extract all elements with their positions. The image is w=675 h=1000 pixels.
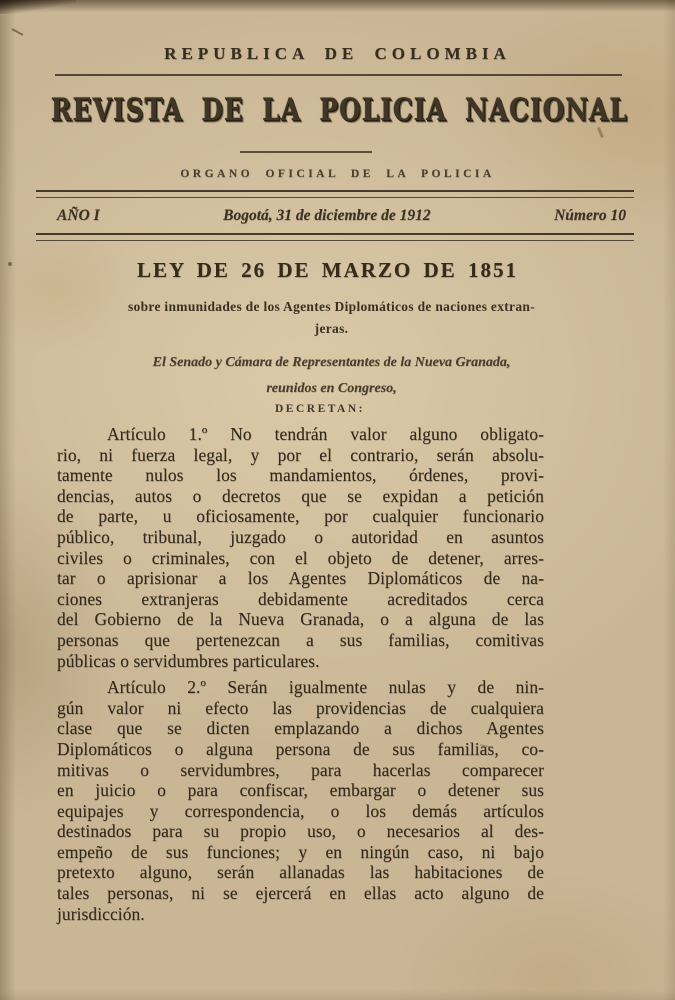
text-line: Diplomáticos o alguna persona de sus familias, co- [57, 738, 544, 759]
text-line: ciones extranjeras debidamente acreditados cerca [57, 588, 544, 609]
text-line: públicas o servidumbres particulares. [57, 650, 320, 671]
paper-speck [11, 28, 23, 36]
text-line: del Gobierno de la Nueva Granada, o a alguna de las [57, 609, 544, 630]
text-line: El Senado y Cámara de Representantes de la Nueva Granada, [152, 355, 511, 370]
text-line: de parte, u oficiosamente, por cualquier funcionario [57, 506, 544, 527]
text-line: dencias, autos o decretos que se expidan a petición [57, 485, 544, 506]
law-body [57, 424, 544, 924]
text-line: tar o aprisionar a los Agentes Diplomáticos de na- [57, 568, 544, 589]
text-line: clase que se dicten emplazando a dichos Agentes [57, 718, 544, 739]
text-line: gún valor ni efecto las providencias de cualquiera [57, 697, 544, 718]
text-line: sobre inmunidades de los Agentes Diplomáticos de naciones extran- [127, 299, 536, 314]
text-line: público, tribunal, juzgado o autoridad en asuntos [57, 526, 544, 547]
issue-number: Número 10 [554, 207, 626, 224]
law-preamble [44, 350, 619, 402]
date-text: Bogotá, 31 de diciembre de 1912 [223, 207, 431, 224]
year-label: AÑO I [57, 207, 100, 224]
text-line: empeño de sus funciones; y en ningún caso, ni bajo [57, 841, 544, 862]
text-line: equipajes y correspondencia, o los demás artículos [57, 800, 544, 821]
scan-edge-shadow [0, 0, 76, 14]
text-line: personas que pertenezcan a sus familias, comitivas [57, 629, 544, 650]
text-line: rio, ni fuerza legal, y por el contrario, serán absolu- [57, 444, 544, 465]
horizontal-rule [55, 74, 622, 76]
organ-subtitle: ORGANO OFICIAL DE LA POLICIA [180, 168, 495, 180]
dateline-bar [36, 202, 634, 230]
text-line: tamente nulos los mandamientos, órdenes, provi- [57, 465, 544, 486]
text-line: tales personas, ni se ejercerá en ellas acto alguno de [57, 883, 544, 904]
text-line: Artículo 2.º Serán igualmente nulas y de nin- [107, 677, 544, 698]
text-line: reunidos en Congreso, [266, 381, 397, 396]
double-rule-bottom [36, 233, 634, 241]
law-title: LEY DE 26 DE MARZO DE 1851 [137, 258, 518, 282]
text-line: mitivas o servidumbres, para hacerlas comparecer [57, 759, 544, 780]
text-line: pretexto alguno, serán allanadas las habitaciones de [57, 862, 544, 883]
text-line: destinados para su propio uso, o necesarios al des- [57, 821, 544, 842]
double-rule-top [36, 190, 634, 198]
journal-title: REVISTA DE LA POLICIA NACIONAL [50, 93, 628, 129]
country-title: REPUBLICA DE COLOMBIA [164, 44, 511, 63]
text-line: jurisdicción. [57, 903, 145, 924]
law-paragraph [57, 424, 544, 671]
text-line: Artículo 1.º No tendrán valor alguno obligato- [107, 424, 544, 444]
decree-label: DECRETAN: [274, 403, 365, 415]
text-line: jeras. [314, 321, 349, 336]
law-subtitle [44, 296, 619, 340]
text-line: en juicio o para confiscar, embargar o detener sus [57, 780, 544, 801]
text-line: civiles o criminales, con el objeto de detener, arres- [57, 547, 544, 568]
law-paragraph [57, 677, 544, 924]
short-rule [240, 151, 372, 153]
paper-speck [597, 127, 604, 138]
